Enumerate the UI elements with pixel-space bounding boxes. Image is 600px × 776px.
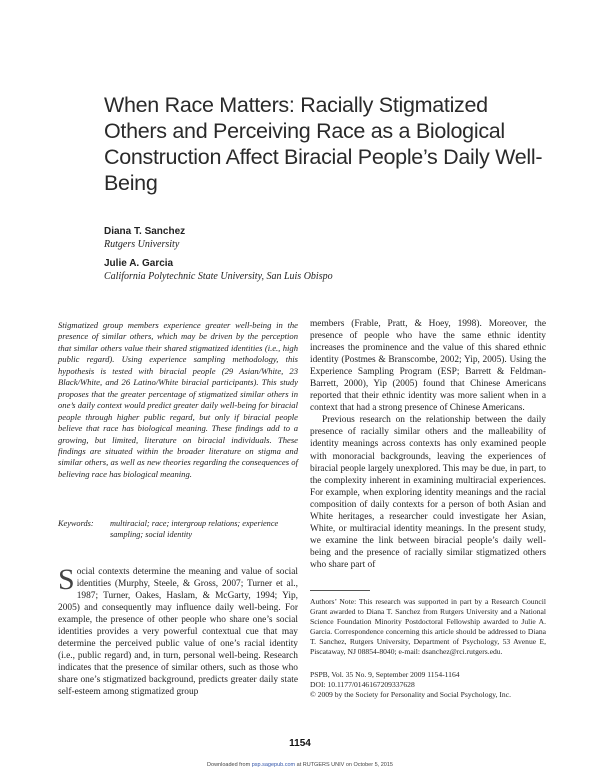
keywords-label: Keywords: [58,519,94,528]
download-site-link[interactable]: psp.sagepub.com [251,762,296,768]
body-paragraph-intro: ocial contexts determine the meaning and value of social identities (Murphy, Steele, & Gross, 2007; Turner et al., 1987; Turner, Oakes, Haslam, & McGarty, 1994; Yip, 2005) and consequently may influence daily well-being. For example, the presence of other people who share one’s social identities provides a very powerful contextual cue that may determine the perceived public value of one’s racial identity (i.e., public regard) and, in turn, personal well-being. Research indicates that the presence of similar others, such as those who share one’s stigmatized background, predicts greater daily state self-esteem among stigmatized group [58,567,298,698]
author-affiliation-2: California Polytechnic State University, San Luis Obispo [104,271,333,282]
body-column-right [310,318,546,571]
abstract: Stigmatized group members experience greater well-being in the presence of similar others, which may be driven by the perception that similar others value their shared stigmatized identities (i.e., high public regard). Using experience sampling methodology, this hypothesis is tested with biracial people (29 Asian/White, 23 Black/White, and 26 Latino/White biracial participants). This study proposes that the greater percentage of stigmatized similar others in one’s daily context would predict greater daily well-being for biracial people through higher public regard, but only if biracial people believe that race has biological meaning. These findings add to a growing, but limited, literature on biracial individuals. These findings are situated within the broader literature on stigma and similar others, as well as new theories regarding the consequences of believing race has biological meaning. [58,320,298,479]
body-column-left [58,563,298,699]
journal-citation [310,670,546,700]
journal-info: PSPB, Vol. 35 No. 9, September 2009 1154-1164 [310,670,460,679]
paper-title: When Race Matters: Racially Stigmatized Others and Perceiving Race as a Biological Construction Affect Biracial People’s Daily Well-Being [104,93,543,195]
doi: DOI: 10.1177/0146167209337628 [310,680,415,690]
drop-cap: S [58,563,75,596]
page-number: 1154 [289,738,311,749]
authors-note: Authors’ Note: This research was supported in part by a Research Council Grant awarded to Diana T. Sanchez from Rutgers University and a National Science Foundation Minority Postdoctoral Fellowship awarded to Julie A. Garcia. Correspondence concerning this article should be addressed to Diana T. Sanchez, Rutgers University, Department of Psychology, 53 Avenue E, Piscataway, NJ 08854-8040; e-mail: dsanchez@rci.rutgers.edu. [310,597,546,657]
keywords [58,518,298,540]
download-prefix: Downloaded from [207,762,251,768]
body-paragraph: Previous research on the relationship between the daily presence of racially similar others and the malleability of identity meanings across contexts has only examined people with monoracial backgrounds, leaving the experiences of biracial people largely unexplored. This may be due, in part, to the complexity inherent in examining multiracial experiences. For example, when exploring identity meanings and the racial composition of daily contexts for a person of both Asian and White heritages, a researcher could investigate her Asian, White, or multiracial identity meanings. In the present study, we examine the link between biracial people’s daily well-being and the presence of racially similar stigmatized others who share part of [310,415,546,570]
keywords-text: multiracial; race; intergroup relations; experience sampling; social identity [110,519,279,539]
footnote-divider [310,590,370,591]
download-suffix: at RUTGERS UNIV on October 5, 2015 [296,762,393,768]
author-name-2: Julie A. Garcia [104,258,174,269]
body-paragraph: members (Frable, Pratt, & Hoey, 1998). Moreover, the presence of people who have the same ethnic identity increases the prominence and the value of this shared ethnic identity (Postmes & Branscombe, 2002; Yip, 2005). Using the Experience Sampling Program (ESP; Barrett & Feldman-Barrett, 2000), Yip (2005) found that Chinese Americans reported that their ethnic identity was more salient when in a context that had a strong presence of Chinese Americans. [310,319,546,414]
copyright: © 2009 by the Society for Personality and Social Psychology, Inc. [310,690,511,700]
author-affiliation-1: Rutgers University [104,239,180,250]
author-name-1: Diana T. Sanchez [104,226,186,237]
download-footer [0,762,600,768]
